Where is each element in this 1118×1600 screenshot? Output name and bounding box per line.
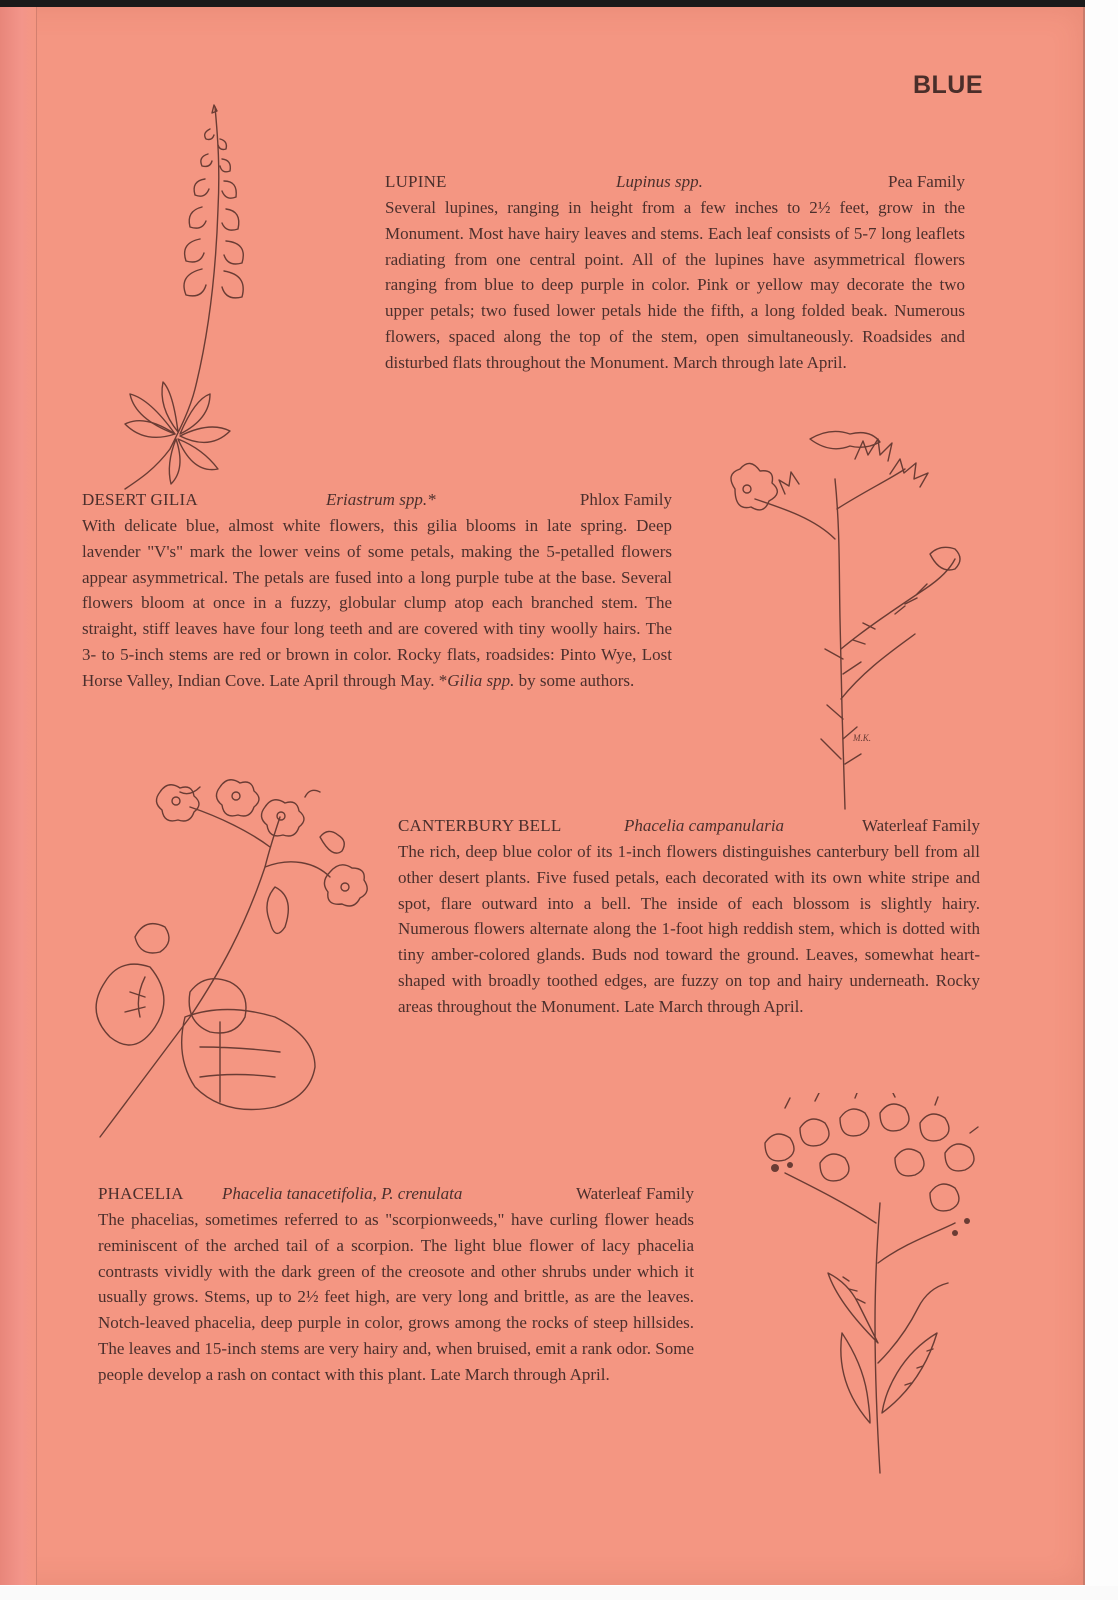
desert-gilia-illustration bbox=[695, 419, 985, 819]
entry-header bbox=[98, 1183, 694, 1207]
scientific-name: Eriastrum spp.* bbox=[326, 490, 436, 509]
desert-gilia-drawing bbox=[695, 419, 985, 819]
entry-description bbox=[82, 513, 672, 694]
lupine-drawing bbox=[110, 99, 280, 494]
entry-canterbury-bell bbox=[398, 815, 980, 1020]
entry-description: Several lupines, ranging in height from a few inches to 2½ feet, grow in the Monument. Most have hairy leaves and stems. Each leaf consists of 5-7 long leaflets radiating from one central point. All of the lupines have asymmetrical flowers ranging from blue to deep purple in color. Pink or yellow may decorate the two upper petals; two fused lower petals hide the fifth, a long folded beak. Numerous flowers, spaced along the top of the stem, open simultaneously. Roadsides and disturbed flats throughout the Monument. March through late April. bbox=[385, 198, 965, 372]
canterbury-bell-drawing bbox=[90, 777, 385, 1149]
footnote-mark: * bbox=[438, 670, 448, 690]
phacelia-illustration bbox=[745, 1093, 995, 1483]
scientific-name: Lupinus spp. bbox=[616, 172, 703, 191]
family-name: Pea Family bbox=[888, 172, 965, 191]
lupine-illustration bbox=[110, 99, 280, 494]
entry-header bbox=[82, 489, 672, 513]
family-name: Waterleaf Family bbox=[575, 1184, 694, 1203]
section-color-label: BLUE bbox=[912, 71, 983, 99]
scan-margin-bottom bbox=[0, 1586, 1118, 1600]
entry-header bbox=[398, 815, 980, 839]
description-text: With delicate blue, almost white flowers, this gilia blooms in late spring. Deep lavender "V's" mark the lower veins of some petals, making the 5-petalled flowers appear asymmetrical. The petals are fused into a long purple tube at the base. Several flowers bloom at once in a fuzzy, globular clump atop each branched stem. The straight, stiff leaves have four long teeth and are covered with tiny woolly hairs. The 3- to 5-inch stems are red or brown in color. Rocky flats, roadsides: Pinto Wye, Lost Horse Valley, Indian Cove. Late April through May. bbox=[82, 516, 672, 690]
entry-desert-gilia bbox=[82, 489, 672, 694]
footnote-text: by some authors. bbox=[514, 670, 635, 690]
family-name: Waterleaf Family bbox=[861, 816, 980, 835]
entry-description: The phacelias, sometimes referred to as "scorpionweeds," have curling flower heads reminiscent of the arched tail of a scorpion. The light blue flower of lacy phacelia contrasts vividly with the dark green of the creosote and other shrubs under which it usually grows. Stems, up to 2½ feet high, are very long and brittle, as are the leaves. Notch-leaved phacelia, deep purple in color, grows among the rocks of steep hillsides. The leaves and 15-inch stems are very hairy and, when bruised, emit a rank odor. Some people develop a rash on contact with this plant. Late March through April. bbox=[98, 1210, 694, 1384]
entry-phacelia bbox=[98, 1183, 694, 1388]
scientific-name: Phacelia tanacetifolia, P. crenulata bbox=[222, 1184, 463, 1203]
artist-signature: M.K. bbox=[853, 733, 871, 743]
footnote-italic: Gilia spp. bbox=[447, 670, 515, 690]
entry-description: The rich, deep blue color of its 1-inch flowers distinguishes canterbury bell from all other desert plants. Five fused petals, each decorated with its own white stripe and spot, flare outward into a bell. The inside of each blossom is slightly hairy. Numerous flowers alternate along the 1-foot high reddish stem, which is dotted with tiny amber-colored glands. Buds nod toward the ground. Leaves, somewhat heart-shaped with broadly toothed edges, are fuzzy on top and hairy underneath. Rocky areas throughout the Monument. Late March through April. bbox=[398, 842, 980, 1016]
canterbury-bell-illustration bbox=[90, 777, 385, 1149]
entry-lupine bbox=[385, 171, 965, 376]
footnote bbox=[439, 671, 635, 690]
family-name: Phlox Family bbox=[579, 490, 672, 509]
common-name: LUPINE bbox=[385, 172, 447, 191]
scan-margin-right bbox=[1085, 0, 1118, 1600]
booklet-page bbox=[0, 7, 1085, 1585]
phacelia-drawing bbox=[745, 1093, 995, 1483]
common-name: DESERT GILIA bbox=[82, 490, 198, 509]
scientific-name: Phacelia campanularia bbox=[624, 816, 785, 835]
common-name: CANTERBURY BELL bbox=[398, 816, 562, 835]
entry-header bbox=[385, 171, 965, 195]
scan-top-edge bbox=[0, 0, 1118, 7]
page-gutter bbox=[0, 7, 37, 1585]
common-name: PHACELIA bbox=[98, 1184, 184, 1203]
